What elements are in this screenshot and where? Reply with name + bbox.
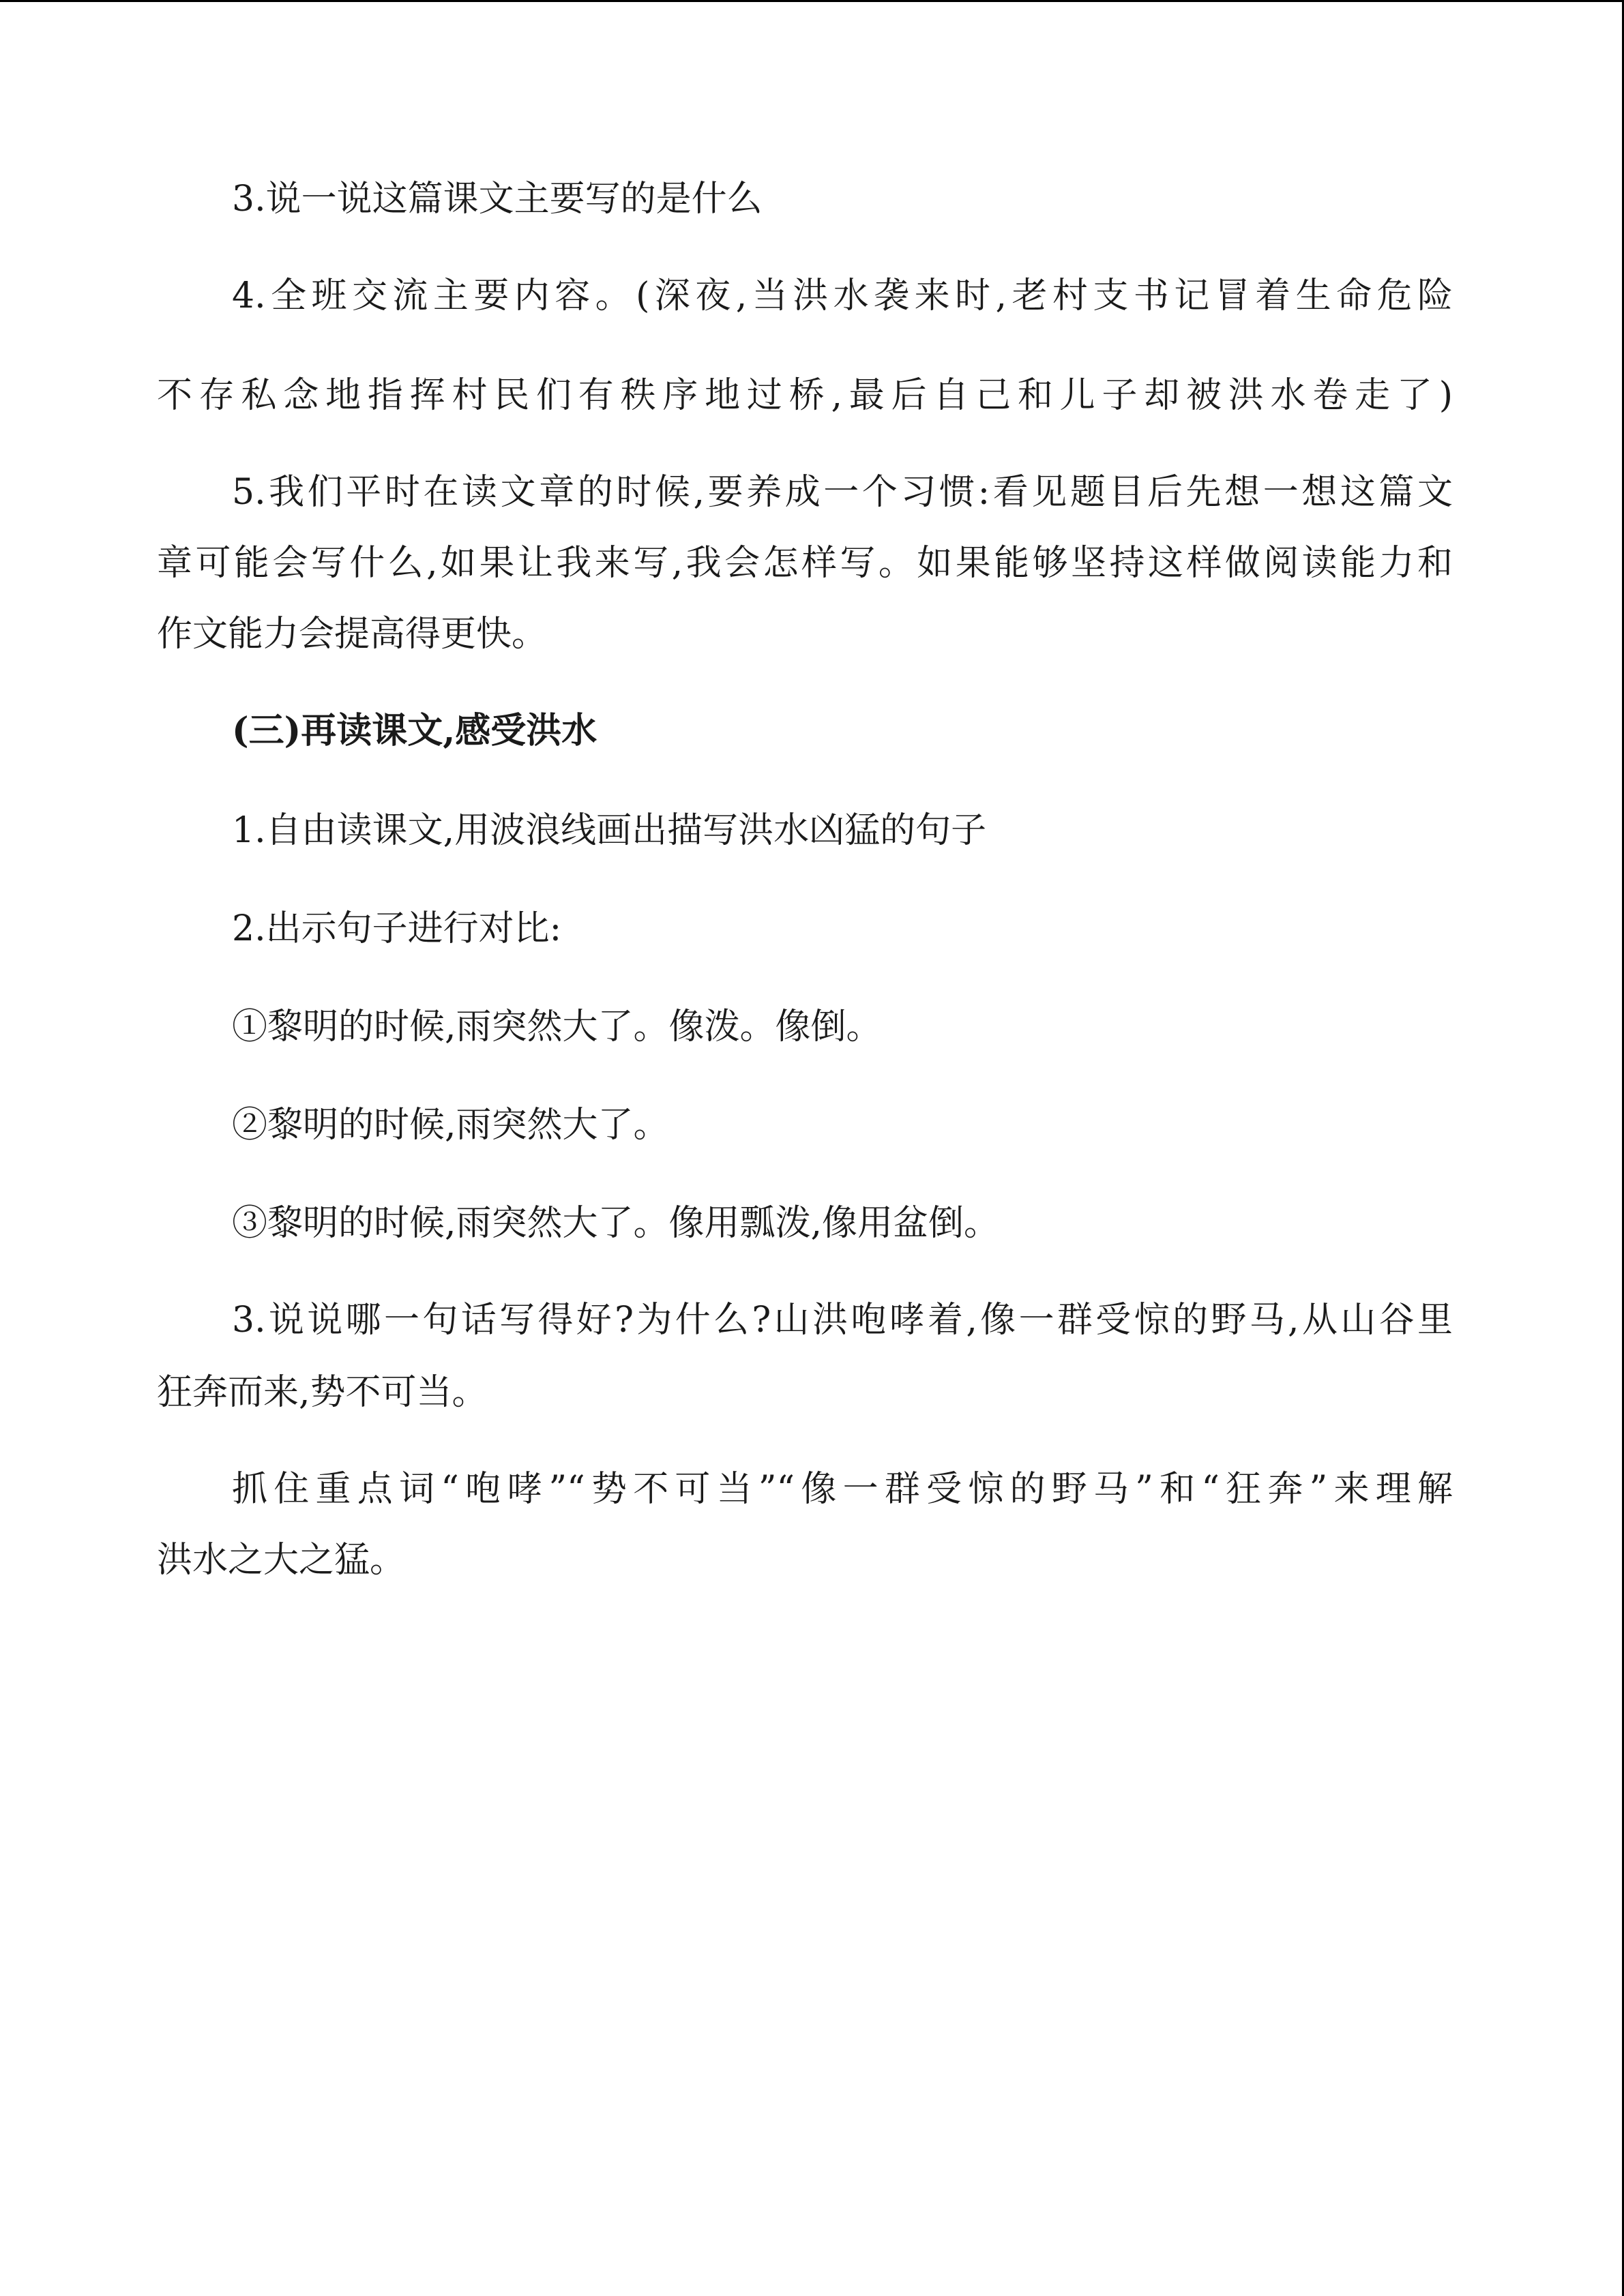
step-2: 2.出示句子进行对比: [232,908,562,949]
item-3-question: 3.说一说这篇课文主要写的是什么 [232,179,763,220]
sentence-1: ①黎明的时候,雨突然大了。像泼。像倒。 [232,1007,882,1047]
step-3-line-1: 3.说说哪一句话写得好?为什么?山洪咆哮着,像一群受惊的野马,从山谷里 [232,1300,1453,1341]
step-3-line-2: 狂奔而来,势不可当。 [157,1372,488,1413]
item-4-line-2: 不存私念地指挥村民们有秩序地过桥,最后自己和儿子却被洪水卷走了) [157,375,1453,416]
keywords-line-2: 洪水之大之猛。 [157,1540,406,1581]
section-heading: (三)再读课文,感受洪水 [232,710,597,751]
item-5-line-3: 作文能力会提高得更快。 [157,614,548,655]
item-5-line-1: 5.我们平时在读文章的时候,要养成一个习惯:看见题目后先想一想这篇文 [232,472,1453,513]
item-4-line-1: 4.全班交流主要内容。(深夜,当洪水袭来时,老村支书记冒着生命危险 [232,275,1453,316]
sentence-3: ③黎明的时候,雨突然大了。像用瓢泼,像用盆倒。 [232,1203,1000,1244]
step-1: 1.自由读课文,用波浪线画出描写洪水凶猛的句子 [232,810,987,851]
item-5-line-2: 章可能会写什么,如果让我来写,我会怎样写。如果能够坚持这样做阅读能力和 [157,543,1453,584]
keywords-line-1: 抓住重点词“咆哮”“势不可当”“像一群受惊的野马”和“狂奔”来理解 [232,1469,1453,1510]
sentence-2: ②黎明的时候,雨突然大了。 [232,1105,669,1146]
